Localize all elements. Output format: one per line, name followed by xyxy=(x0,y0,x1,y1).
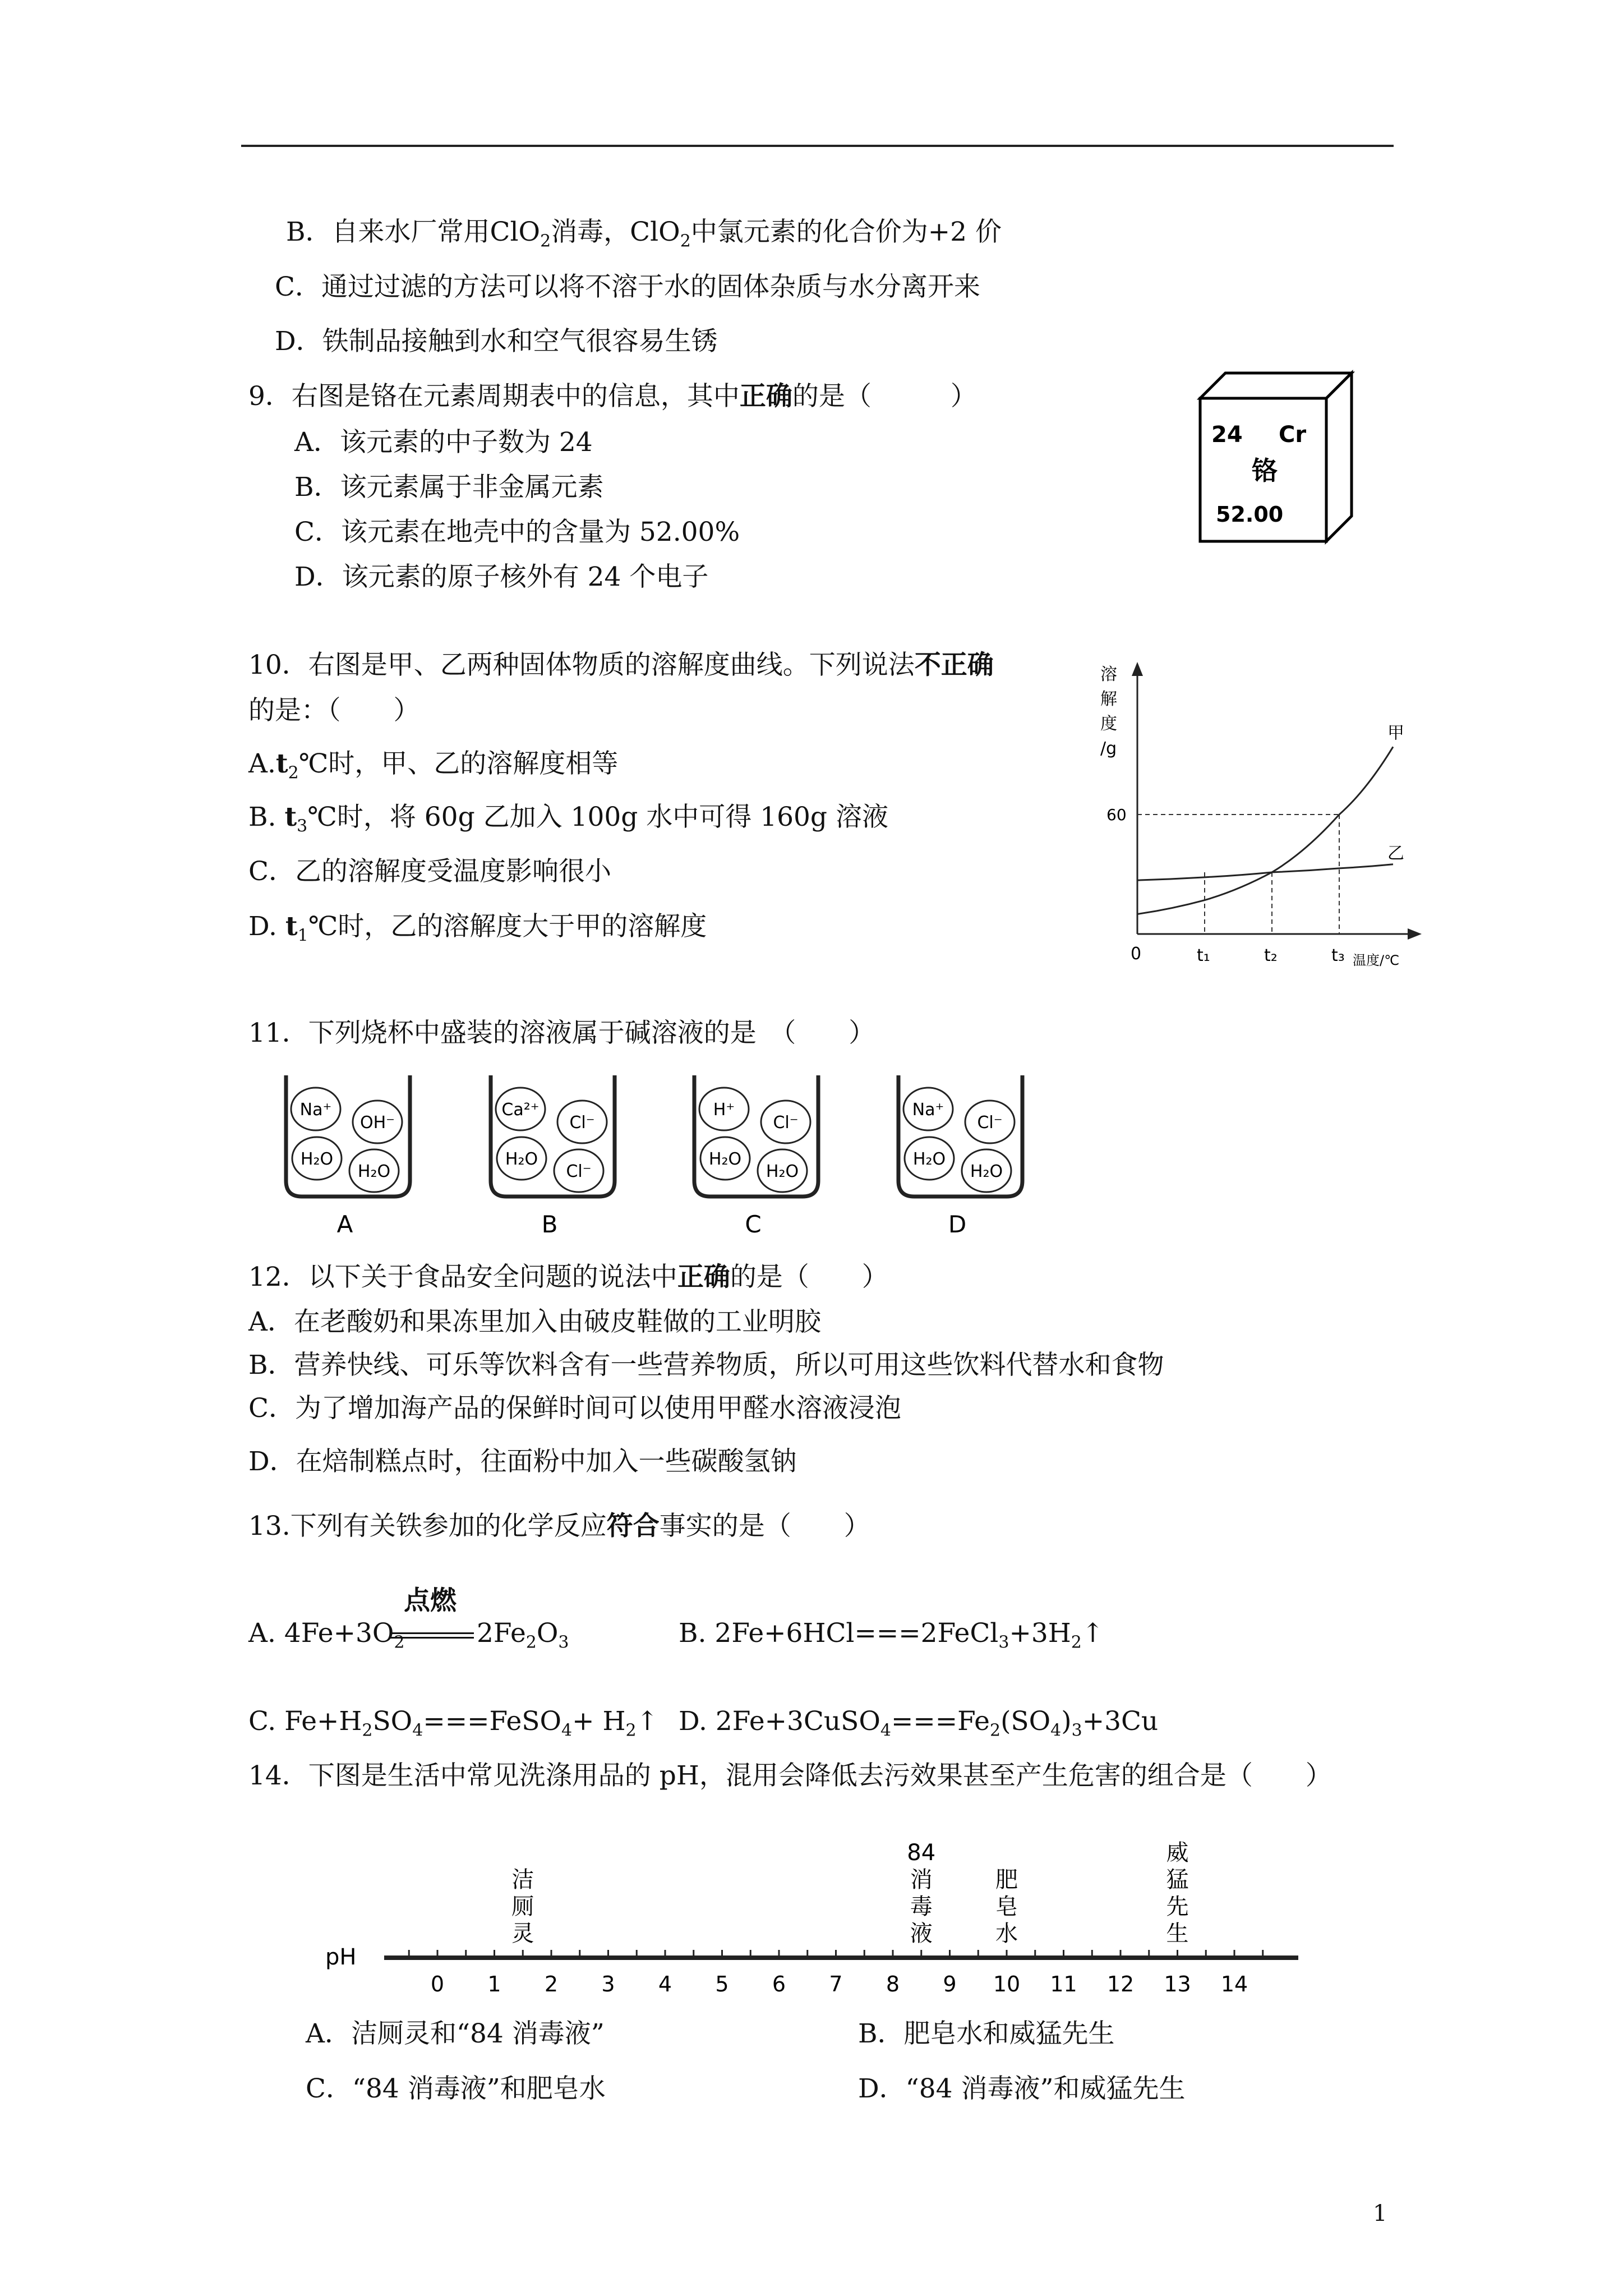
q13-option-a: A. $4Fe+3O_2$ xyxy=(248,1618,405,1653)
q9-option-b: B．该元素属于非金属元素 xyxy=(294,472,604,503)
ph-product-label: 厕 xyxy=(511,1894,534,1920)
q14-stem: 14．下图是生活中常见洗涤用品的 pH，混用会降低去污效果甚至产生危害的组合是（ ） xyxy=(248,1760,1332,1791)
ph-scale-label: 14 xyxy=(1220,1972,1248,1996)
particle-label: H₂O xyxy=(708,1149,742,1169)
x-tick-label: t₁ xyxy=(1197,946,1210,965)
q9-option-a: A．该元素的中子数为 24 xyxy=(294,427,593,458)
q12-option-a: A．在老酸奶和果冻里加入由破皮鞋做的工业明胶 xyxy=(248,1306,821,1337)
particle-label: Ca²⁺ xyxy=(501,1100,540,1120)
q12-option-c: C．为了增加海产品的保鲜时间可以使用甲醛水溶液浸泡 xyxy=(248,1393,901,1424)
particle-label: Cl⁻ xyxy=(773,1113,799,1133)
ph-product-label: 皂 xyxy=(995,1894,1018,1920)
q10-option-a: $A.t_2℃$时，甲、乙的溶解度相等 xyxy=(248,748,619,783)
ph-scale-figure xyxy=(314,1806,1324,1997)
ph-scale-label: 3 xyxy=(601,1972,615,1996)
ph-scale-label: 7 xyxy=(829,1972,843,1996)
q9-option-d: D．该元素的原子核外有 24 个电子 xyxy=(294,562,709,592)
y-tick-label: 60 xyxy=(1106,806,1127,824)
ph-scale-label: 8 xyxy=(886,1972,900,1996)
q14-option-d: D．“84 消毒液”和威猛先生 xyxy=(858,2073,1186,2104)
x-tick-label: t₂ xyxy=(1264,946,1278,965)
page-number: 1 xyxy=(1373,2201,1387,2226)
y-axis-label: /g xyxy=(1100,739,1117,758)
y-axis-arrow xyxy=(1132,662,1143,676)
series-label: 乙 xyxy=(1387,843,1404,863)
ph-product-label: 威 xyxy=(1166,1840,1189,1866)
particle-label: Cl⁻ xyxy=(569,1113,595,1133)
ph-scale-label: 10 xyxy=(993,1972,1021,1996)
beaker-label: D xyxy=(948,1211,967,1238)
ph-product-label: 水 xyxy=(995,1921,1018,1947)
beaker-B xyxy=(488,1069,623,1237)
beaker-label: B xyxy=(541,1211,558,1238)
ph-product-label: 灵 xyxy=(511,1921,534,1947)
ph-product-label: 肥 xyxy=(995,1867,1018,1893)
particle-label: Cl⁻ xyxy=(977,1113,1003,1133)
beaker-label: C xyxy=(745,1211,762,1238)
beaker-A xyxy=(283,1069,418,1237)
q13-option-b: B. $2Fe+6HCl===2FeCl_3+3H_2↑$ xyxy=(679,1618,1104,1653)
q13-option-c: C. $Fe+H_2SO_4===FeSO_4+$ $H_2↑$ xyxy=(248,1706,658,1741)
q10-option-d: D. $t_1℃$时，乙的溶解度大于甲的溶解度 xyxy=(248,911,707,946)
x-axis-label: 温度/℃ xyxy=(1353,953,1400,968)
x-axis-arrow xyxy=(1408,928,1422,940)
beaker-C xyxy=(691,1069,826,1237)
q8-option-b: B．自来水厂常用ClO$_2$消毒，ClO$_2$中氯元素的化合价为+2 价 xyxy=(286,217,1002,251)
solubility-chart xyxy=(1088,651,1424,968)
ph-scale-label: 12 xyxy=(1106,1972,1135,1996)
particle-label: Cl⁻ xyxy=(566,1162,592,1181)
ph-product-label: 液 xyxy=(910,1921,933,1947)
q14-option-c: C．“84 消毒液”和肥皂水 xyxy=(306,2073,606,2104)
q10-stem-2: 的是：（ ） xyxy=(248,695,420,726)
y-axis-label: 溶 xyxy=(1100,665,1117,684)
x-tick-label: t₃ xyxy=(1331,946,1345,965)
tile-atomic-number: 24 xyxy=(1211,422,1243,448)
q10-stem: 10．右图是甲、乙两种固体物质的溶解度曲线。下列说法不正确 xyxy=(248,650,994,680)
series-line-乙 xyxy=(1137,864,1393,880)
ph-product-label: 先 xyxy=(1166,1894,1189,1920)
ph-scale-label: 11 xyxy=(1050,1972,1077,1996)
beaker-D xyxy=(896,1069,1030,1237)
particle-label: Na⁺ xyxy=(299,1100,332,1120)
y-axis-label: 度 xyxy=(1100,714,1117,734)
origin-label: 0 xyxy=(1131,944,1142,964)
q12-option-b: B．营养快线、可乐等饮料含有一些营养物质，所以可用这些饮料代替水和食物 xyxy=(248,1350,1164,1381)
ph-product-label: 毒 xyxy=(910,1894,933,1920)
tile-mass: 52.00 xyxy=(1216,502,1284,527)
ph-scale-label: 9 xyxy=(943,1972,957,1996)
particle-label: H⁺ xyxy=(713,1100,735,1120)
ph-label: pH xyxy=(325,1944,357,1970)
ph-scale-label: 2 xyxy=(544,1972,559,1996)
tile-symbol: Cr xyxy=(1279,422,1307,448)
ph-scale-label: 0 xyxy=(430,1972,445,1996)
particle-label: OH⁻ xyxy=(359,1113,395,1133)
q14-option-b: B．肥皂水和威猛先生 xyxy=(858,2018,1115,2049)
series-label: 甲 xyxy=(1387,723,1404,743)
q9-option-c: C．该元素在地壳中的含量为 52.00% xyxy=(294,517,740,547)
ph-product-label: 生 xyxy=(1166,1921,1189,1947)
particle-label: H₂O xyxy=(970,1162,1003,1181)
q12-stem: 12．以下关于食品安全问题的说法中正确的是（ ） xyxy=(248,1262,888,1292)
beaker-label: A xyxy=(336,1211,353,1238)
q12-option-d: D．在焙制糕点时，往面粉中加入一些碳酸氢钠 xyxy=(248,1446,797,1477)
q13-option-a-product: $2Fe_2O_3$ xyxy=(477,1618,569,1653)
q14-option-a: A．洁厕灵和“84 消毒液” xyxy=(306,2018,605,2049)
ph-scale-label: 4 xyxy=(658,1972,672,1996)
q13-condition: 点燃 xyxy=(404,1585,457,1616)
ph-scale-label: 13 xyxy=(1164,1972,1191,1996)
ph-product-label: 猛 xyxy=(1166,1867,1189,1893)
particle-label: H₂O xyxy=(766,1162,799,1181)
q11-stem: 11．下列烧杯中盛装的溶液属于碱溶液的是 （ ） xyxy=(248,1018,875,1048)
tile-name: 铬 xyxy=(1252,455,1278,486)
particle-label: H₂O xyxy=(505,1149,538,1169)
ph-product-label: 洁 xyxy=(511,1867,534,1893)
ph-scale-label: 6 xyxy=(772,1972,786,1996)
q10-option-b: B. $t_3℃$时，将 60g 乙加入 100g 水中可得 160g 溶液 xyxy=(248,802,888,836)
q13-stem: 13.下列有关铁参加的化学反应符合事实的是（ ） xyxy=(248,1511,870,1542)
y-axis-label: 解 xyxy=(1100,689,1117,709)
series-line-甲 xyxy=(1137,747,1393,914)
q9-stem: 9．右图是铬在元素周期表中的信息，其中正确的是（ ） xyxy=(248,381,977,412)
particle-label: H₂O xyxy=(300,1149,334,1169)
ph-scale-label: 5 xyxy=(715,1972,729,1996)
q8-option-c: C．通过过滤的方法可以将不溶于水的固体杂质与水分离开来 xyxy=(275,272,980,302)
particle-label: H₂O xyxy=(912,1149,946,1169)
q10-option-c: C．乙的溶解度受温度影响很小 xyxy=(248,856,611,887)
ph-product-label: 消 xyxy=(910,1867,933,1893)
particle-label: H₂O xyxy=(357,1162,391,1181)
q13-option-d: D. $2Fe+3CuSO_4===Fe_2(SO_4)_3+3Cu$ xyxy=(679,1706,1159,1741)
ph-scale-label: 1 xyxy=(487,1972,501,1996)
element-tile-figure xyxy=(1200,373,1357,541)
header-rule xyxy=(241,145,1394,147)
q8-option-d: D．铁制品接触到水和空气很容易生锈 xyxy=(275,326,718,357)
particle-label: Na⁺ xyxy=(912,1100,944,1120)
ph-product-label: 84 xyxy=(907,1840,936,1866)
